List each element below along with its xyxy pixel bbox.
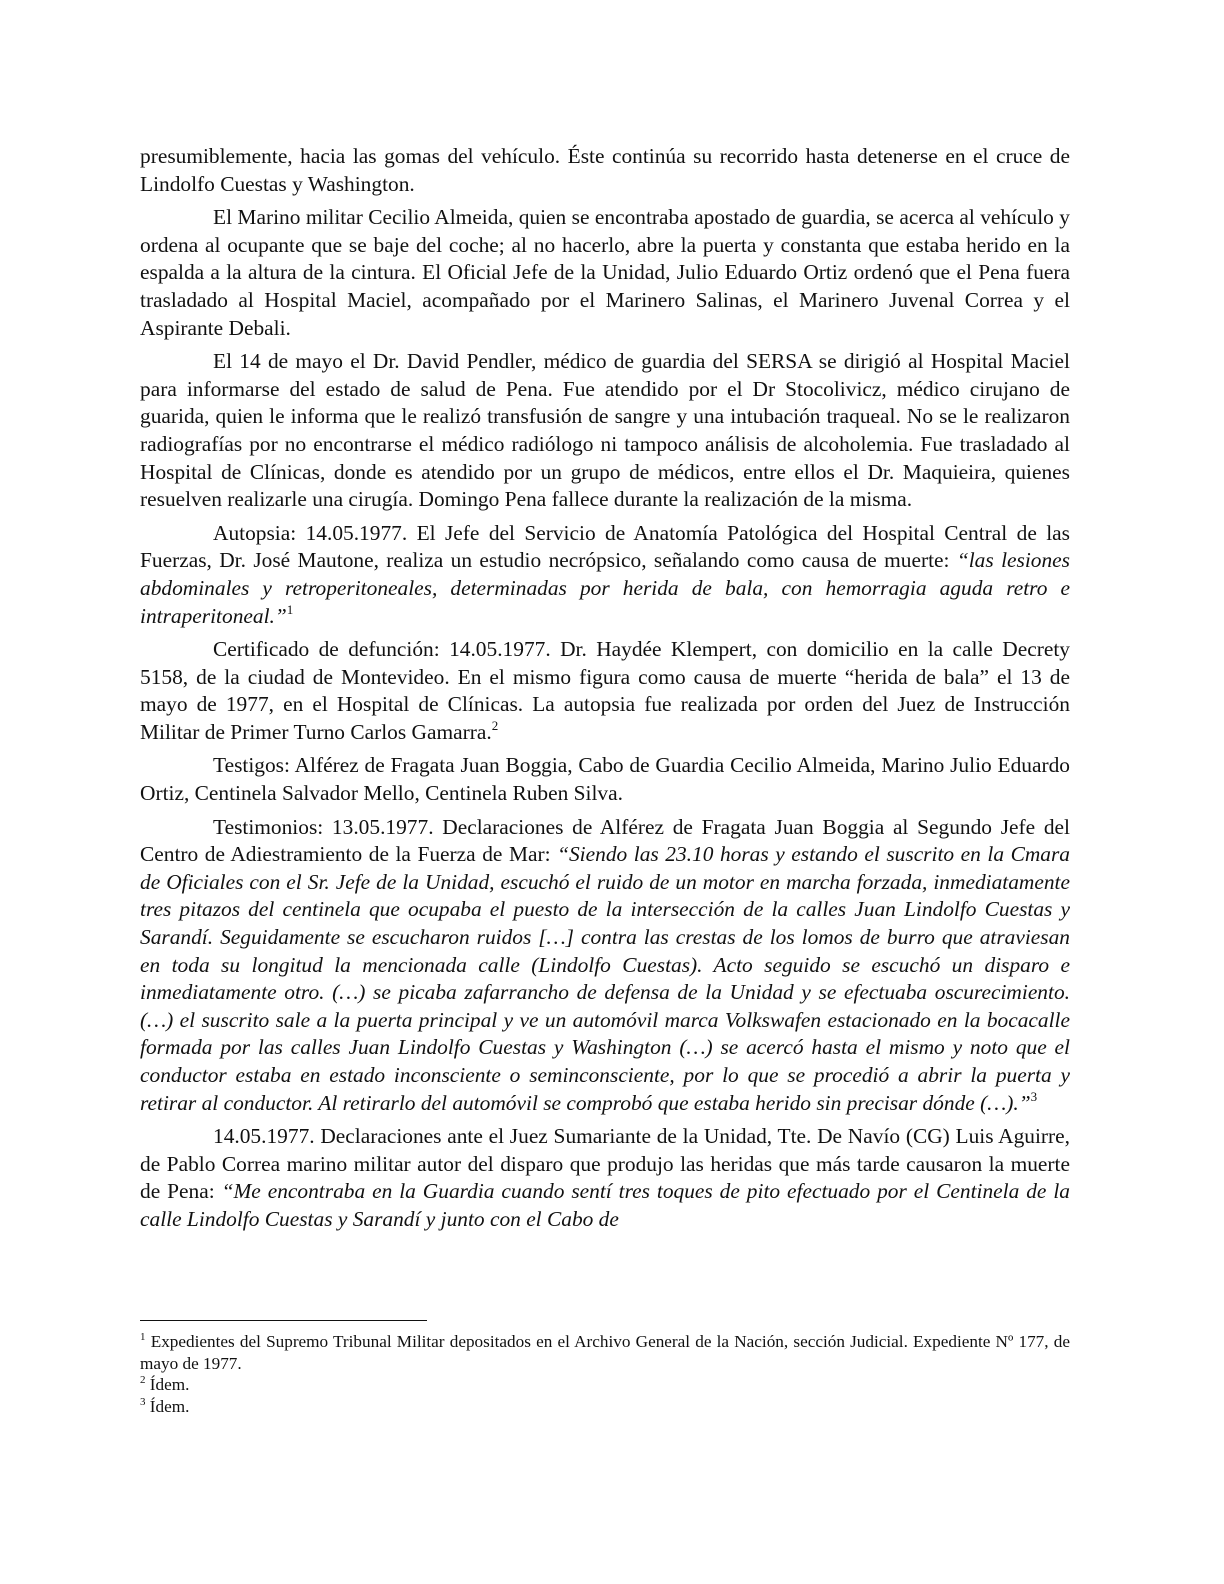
footnote-ref-2: 2 <box>491 717 499 733</box>
testimonios-quote: “Siendo las 23.10 horas y estando el suscrito en la Cmara de Oficiales con el Sr. Jefe de la Unidad, escuchó el ruido de un motor en marcha forzada, inmediatamente tres pitazos del centinela que ocupaba el puesto de la intersección de la calles Juan Lindolfo Cuestas y Sarandí. Seguidamente se escucharon ruidos […] contra las crestas de los lomos de burro que atraviesan en toda su longitud la mencionada calle (Lindolfo Cuestas). Acto seguido se escuchó un disparo e inmediatamente otro. (…) se picaba zafarrancho de defensa de la Unidad y se efectuaba oscurecimiento. (…) el suscrito sale a la puerta principal y ve un automóvil marca Volkswafen estacionado en la bocacalle formada por las calles Juan Lindolfo Cuestas y Washington (…) se acercó hasta el mismo y noto que el conductor estaba en estado inconsciente o seminconsciente, por lo que se procedió a abrir la puerta y retirar al conductor. Al retirarlo del automóvil se comprobó que estaba herido sin precisar dónde (…).” <box>140 842 1070 1115</box>
declaraciones-quote: “Me encontraba en la Guardia cuando sentí tres toques de pito efectuado por el Centinela de la calle Lindolfo Cuestas y Sarandí y junto con el Cabo de <box>140 1179 1070 1231</box>
footnote-3 <box>140 1396 1070 1418</box>
footnote-number: 3 <box>140 1395 146 1408</box>
footnotes <box>140 1331 1070 1417</box>
paragraph-2: El Marino militar Cecilio Almeida, quien se encontraba apostado de guardia, se acerca al vehículo y ordena al ocupante que se baje del coche; al no hacerlo, abre la puerta y constanta que estaba herido en la espalda a la altura de la cintura. El Oficial Jefe de la Unidad, Julio Eduardo Ortiz ordenó que el Pena fuera trasladado al Hospital Maciel, acompañado por el Marinero Salinas, el Marinero Juvenal Correa y el Aspirante Debali. <box>140 205 1070 340</box>
footnote-text: Ídem. <box>145 1396 190 1416</box>
testimonios-text: Testimonios: 13.05.1977. Declaraciones de Alférez de Fragata Juan Boggia al Segundo Jefe del Centro de Adiestramiento de la Fuerza de Mar: <box>140 814 1070 867</box>
footnote-1 <box>140 1331 1070 1374</box>
autopsia-text: Autopsia: 14.05.1977. El Jefe del Servicio de Anatomía Patológica del Hospital Central de las Fuerzas, Dr. José Mautone, realiza un estudio necrópsico, señalando como causa de muerte: <box>140 520 1070 573</box>
footnote-number: 2 <box>140 1374 146 1386</box>
footnote-separator <box>140 1320 427 1321</box>
paragraph-3: El 14 de mayo el Dr. David Pendler, médico de guardia del SERSA se dirigió al Hospital Maciel para informarse del estado de salud de Pena. Fue atendido por el Dr Stocolivicz, médico cirujano de guarida, quien le informa que le realizó transfusión de sangre y una intubación traqueal. No se le realizaron radiografías por no encontrarse el médico radiólogo ni tampoco análisis de alcoholemia. Fue trasladado al Hospital de Clínicas, donde es atendido por un grupo de médicos, entre ellos el Dr. Maquieira, quienes resuelven realizarle una cirugía. Domingo Pena fallece durante la realización de la misma. <box>140 349 1070 512</box>
paragraph-testimonios <box>140 814 1070 1118</box>
autopsia-quote: “las lesiones abdominales y retroperitoneales, determinadas por herida de bala, con hemorragia aguda retro e intraperitoneal.” <box>140 548 1070 628</box>
footnote-ref-3: 3 <box>1030 1088 1038 1104</box>
document-body <box>140 143 1070 1240</box>
footnote-number: 1 <box>140 1331 146 1343</box>
footnote-2 <box>140 1374 1070 1396</box>
paragraph-autopsia <box>140 520 1070 630</box>
footnote-text: Ídem. <box>145 1375 190 1394</box>
paragraph-declaraciones <box>140 1123 1070 1233</box>
certificado-text: Certificado de defunción: 14.05.1977. Dr. Haydée Klempert, con domicilio en la calle Decrety 5158, de la ciudad de Montevideo. En el mismo figura como causa de muerte “herida de bala” el 13 de mayo de 1977, en el Hospital de Clínicas. La autopsia fue realizada por orden del Juez de Instrucción Militar de Primer Turno Carlos Gamarra. <box>140 637 1070 744</box>
footnote-ref-1: 1 <box>286 601 294 617</box>
paragraph-testigos: Testigos: Alférez de Fragata Juan Boggia, Cabo de Guardia Cecilio Almeida, Marino Julio Eduardo Ortiz, Centinela Salvador Mello, Centinela Ruben Silva. <box>140 753 1070 806</box>
paragraph-1: presumiblemente, hacia las gomas del vehículo. Éste continúa su recorrido hasta detenerse en el cruce de Lindolfo Cuestas y Washington. <box>140 144 1070 196</box>
declaraciones-text: 14.05.1977. Declaraciones ante el Juez Sumariante de la Unidad, Tte. De Navío (CG) Luis Aguirre, de Pablo Correa marino militar autor del disparo que produjo las heridas que más tarde causaron la muerte de Pena: <box>140 1124 1070 1204</box>
footnote-text: Expedientes del Supremo Tribunal Militar depositados en el Archivo General de la Nación, sección Judicial. Expediente Nº 177, de mayo de 1977. <box>140 1332 1070 1373</box>
paragraph-certificado <box>140 636 1070 746</box>
